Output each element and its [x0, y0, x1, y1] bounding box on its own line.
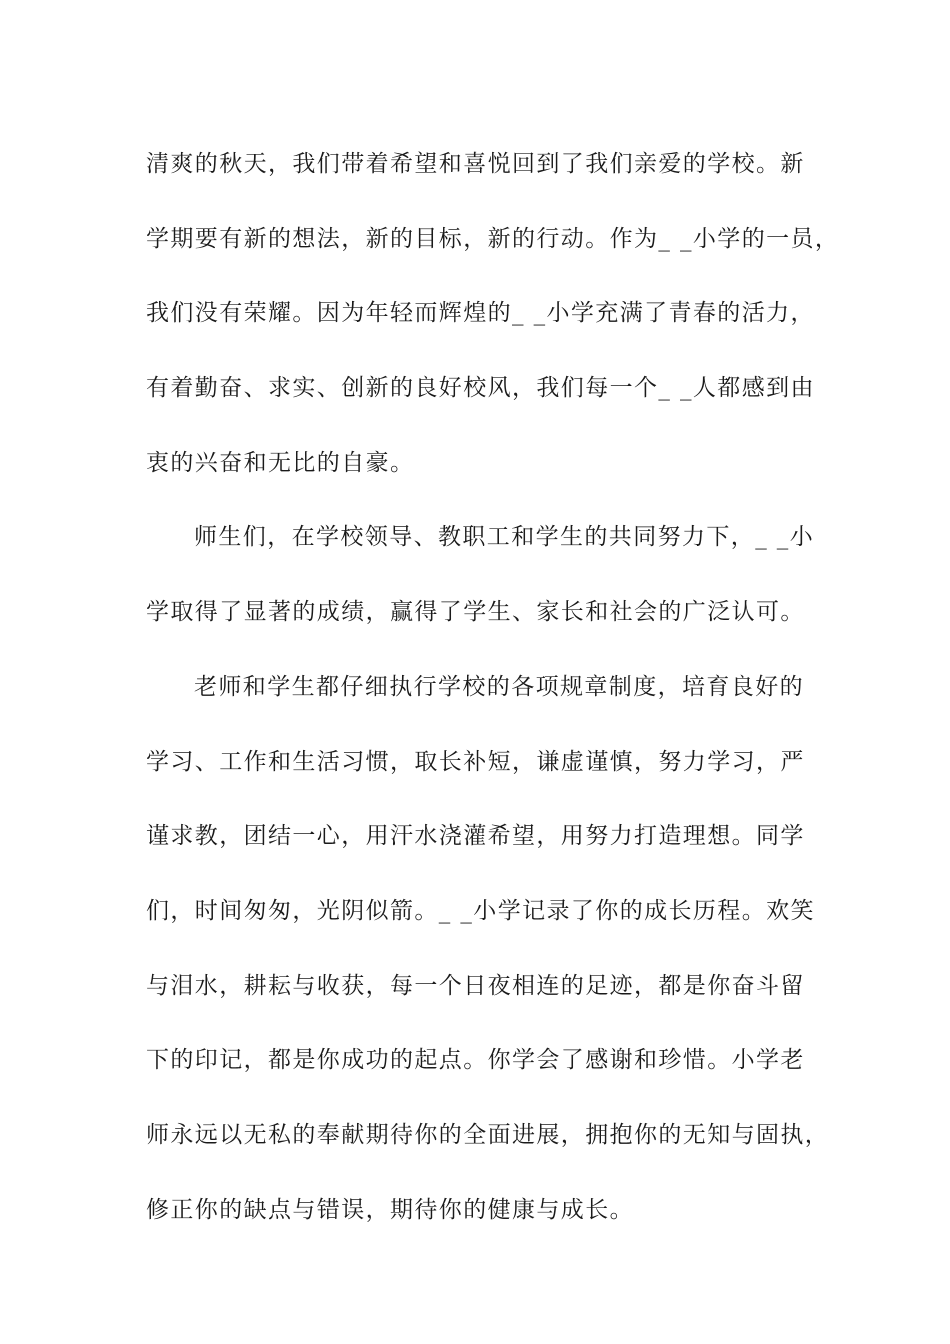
text-line: 修正你的缺点与错误，期待你的健康与成长。 [146, 1196, 634, 1223]
text-line: 们，时间匆匆，光阴似箭。_ _小学记录了你的成长历程。欢笑 [146, 897, 815, 924]
text-line: 学期要有新的想法，新的目标，新的行动。作为_ _小学的一员， [146, 225, 840, 252]
text-line: 与泪水，耕耘与收获，每一个日夜相连的足迹，都是你奋斗留 [146, 972, 805, 999]
document-body [146, 127, 840, 1247]
text-line: 师永远以无私的奉献期待你的全面进展，拥抱你的无知与固执， [146, 1121, 830, 1148]
text-line: 清爽的秋天，我们带着希望和喜悦回到了我们亲爱的学校。新 [146, 151, 805, 177]
text-line: 谨求教，团结一心，用汗水浇灌希望，用努力打造理想。同学 [146, 823, 805, 850]
text-line: 学取得了显著的成绩，赢得了学生、家长和社会的广泛认可。 [146, 599, 805, 626]
paragraph-start-line: 师生们，在学校领导、教职工和学生的共同努力下，_ _小 [194, 524, 815, 551]
text-line: 我们没有荣耀。因为年轻而辉煌的_ _小学充满了青春的活力， [146, 300, 815, 327]
text-line: 学习、工作和生活习惯，取长补短，谦虚谨慎，努力学习，严 [146, 748, 805, 775]
paragraph-start-line: 老师和学生都仔细执行学校的各项规章制度，培育良好的 [194, 673, 804, 700]
text-line: 衷的兴奋和无比的自豪。 [146, 449, 415, 476]
text-line: 有着勤奋、求实、创新的良好校风，我们每一个_ _人都感到由 [146, 375, 815, 402]
text-line: 下的印记，都是你成功的起点。你学会了感谢和珍惜。小学老 [146, 1047, 805, 1074]
